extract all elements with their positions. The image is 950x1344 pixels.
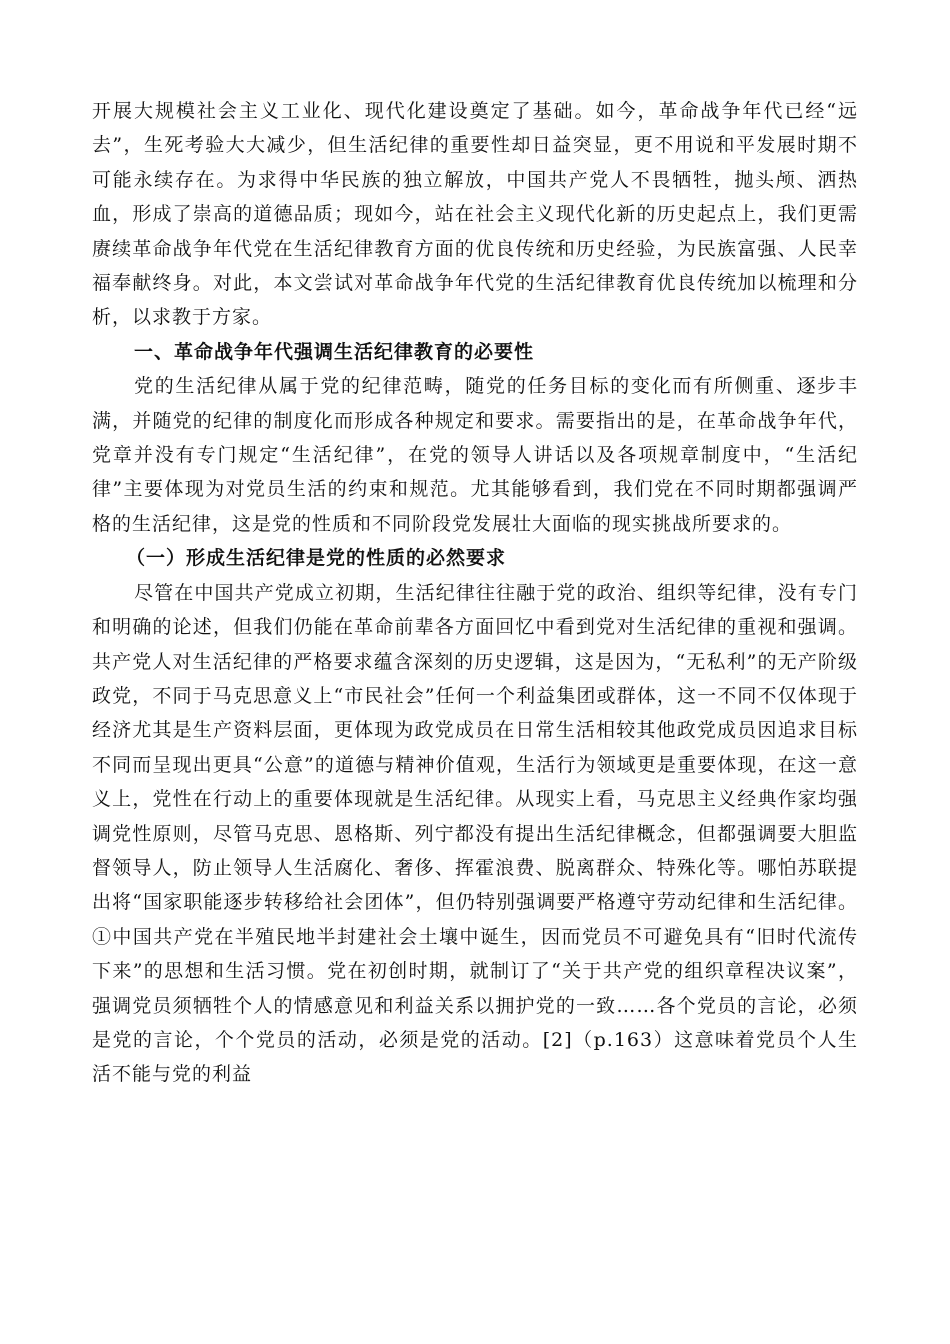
document-page [92,94,858,1092]
section-paragraph: 党的生活纪律从属于党的纪律范畴，随党的任务目标的变化而有所侧重、逐步丰满，并随党的纪律的制度化而形成各种规定和要求。需要指出的是，在革命战争年代，党章并没有专门规定“生活纪律”，在党的领导人讲话以及各项规章制度中，“生活纪律”主要体现为对党员生活的约束和规范。尤其能够看到，我们党在不同时期都强调严格的生活纪律，这是党的性质和不同阶段党发展壮大面临的现实挑战所要求的。 [92,375,858,535]
intro-paragraph: 开展大规模社会主义工业化、现代化建设奠定了基础。如今，革命战争年代已经“远去”，生死考验大大减少，但生活纪律的重要性却日益突显，更不用说和平发展时期不可能永续存在。为求得中华民族的独立解放，中国共产党人不畏牺牲，抛头颅、洒热血，形成了崇高的道德品质；现如今，站在社会主义现代化新的历史起点上，我们更需赓续革命战争年代党在生活纪律教育方面的优良传统和历史经验，为民族富强、人民幸福奉献终身。对此，本文尝试对革命战争年代党的生活纪律教育优良传统加以梳理和分析，以求教于方家。 [92,100,858,329]
subsection-heading: （一）形成生活纪律是党的性质的必然要求 [126,547,507,570]
subsection-paragraph: 尽管在中国共产党成立初期，生活纪律往往融于党的政治、组织等纪律，没有专门和明确的论述，但我们仍能在革命前辈各方面回忆中看到党对生活纪律的重视和强调。共产党人对生活纪律的严格要求蕴含深刻的历史逻辑，这是因为，“无私利”的无产阶级政党，不同于马克思意义上“市民社会”任何一个利益集团或群体，这一不同不仅体现于经济尤其是生产资料层面，更体现为政党成员在日常生活相较其他政党成员因追求目标不同而呈现出更具“公意”的道德与精神价值观，生活行为领域更是重要体现，在这一意义上，党性在行动上的重要体现就是生活纪律。从现实上看，马克思主义经典作家均强调党性原则，尽管马克思、恩格斯、列宁都没有提出生活纪律概念，但都强调要大胆监督领导人，防止领导人生活腐化、奢侈、挥霍浪费、脱离群众、特殊化等。哪怕苏联提出将“国家职能逐步转移给社会团体”，但仍特别强调要严格遵守劳动纪律和生活纪律。①中国共产党在半殖民地半封建社会土壤中诞生，因而党员不可避免具有“旧时代流传下来”的思想和生活习惯。党在初创时期，就制订了“关于共产党的组织章程决议案”，强调党员须牺牲个人的情感意见和利益关系以拥护党的一致……各个党员的言论，必须是党的言论，个个党员的活动，必须是党的活动。[2]（p.163）这意味着党员个人生活不能与党的利益 [92,581,858,1086]
section-heading: 一、革命战争年代强调生活纪律教育的必要性 [134,340,535,363]
